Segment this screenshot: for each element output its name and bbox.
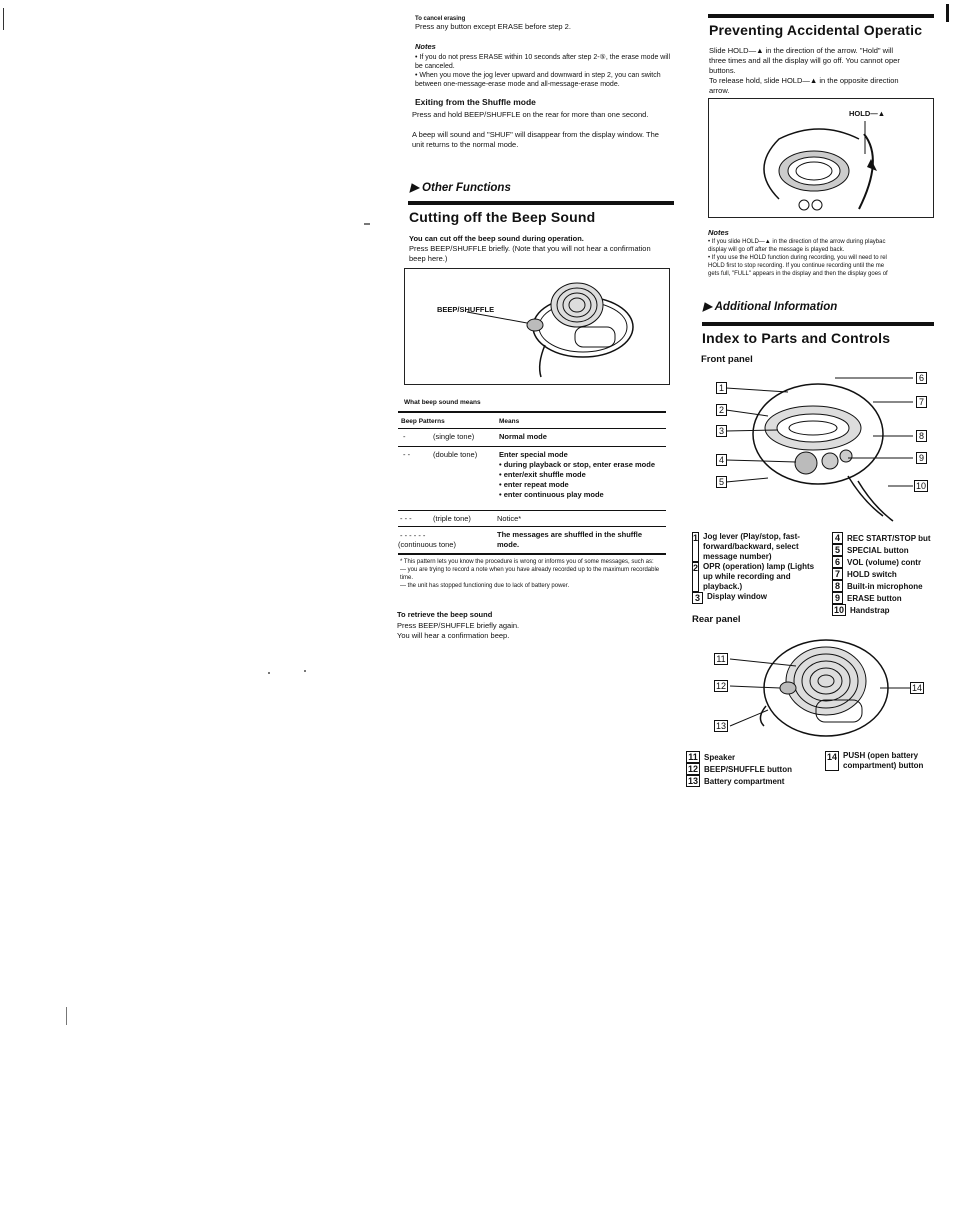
- part-item: 12 BEEP/SHUFFLE button: [687, 764, 792, 774]
- additional-info-heading: ▶ Additional Information: [703, 301, 838, 313]
- front-parts-right: [832, 532, 942, 616]
- note-item: • When you move the jog lever upward and downward in step 2, you can switch between one-message-erase mode and all-message-erase mode.: [415, 72, 661, 88]
- part-item: 3 Display window: [692, 592, 824, 604]
- scan-speck: [304, 670, 306, 672]
- callout-6: 6: [916, 372, 927, 384]
- section-rule: [702, 322, 934, 326]
- note-line: • If you use the HOLD function during recording, you will need to rel: [708, 255, 887, 261]
- callout-12: 12: [715, 681, 726, 691]
- part-item: 10 Handstrap: [833, 605, 890, 615]
- scan-speck: [3, 8, 4, 30]
- front-panel-figure: [708, 366, 934, 526]
- rear-parts-left: [686, 751, 824, 787]
- means-line: • enter repeat mode: [499, 480, 569, 489]
- table-row-desc: (double tone): [433, 450, 478, 459]
- part-item: 14 PUSH (open battery compartment) button: [826, 751, 924, 770]
- prevent-p2: three times and all the display will go off. You cannot oper: [709, 56, 900, 65]
- beep-shuffle-label: BEEP/SHUFFLE: [437, 305, 495, 314]
- scan-speck: [268, 672, 270, 674]
- front-parts-left: [692, 532, 824, 604]
- table-top-rule: [398, 411, 666, 413]
- callout-1: 1: [716, 382, 727, 394]
- footnote: [400, 558, 662, 590]
- beep-p1: You can cut off the beep sound during operation.: [409, 234, 584, 243]
- beep-figure: [404, 268, 670, 385]
- table-row-desc: (continuous tone): [398, 540, 456, 549]
- retrieve-p2: You will hear a confirmation beep.: [397, 631, 510, 640]
- hold-figure: [708, 98, 934, 218]
- note-line: • If you slide HOLD—▲ in the direction of the arrow during playbac: [708, 239, 886, 245]
- table-row-desc: (triple tone): [433, 514, 471, 523]
- means-line: • enter/exit shuffle mode: [499, 470, 586, 479]
- hold-label: HOLD—▲: [849, 109, 886, 118]
- prevent-p1: Slide HOLD—▲ in the direction of the arrow. "Hold" will: [709, 46, 894, 55]
- part-item: 4 REC START/STOP but: [832, 532, 942, 544]
- rear-panel-illustration: [708, 626, 934, 744]
- notes-heading: Notes: [415, 42, 436, 51]
- callout-13: 13: [715, 721, 726, 731]
- prevent-p5: arrow.: [709, 86, 730, 95]
- callout-8: 8: [916, 430, 927, 442]
- partial-heading: To cancel erasing: [415, 16, 466, 22]
- table-row-rule: [398, 526, 666, 527]
- part-item: 1 Jog lever (Play/stop, fast-forward/backward, select message number): [693, 532, 800, 561]
- callout-2: 2: [716, 404, 727, 416]
- index-title: Index to Parts and Controls: [702, 330, 891, 346]
- note-line: HOLD first to stop recording. If you continue recording until the me: [708, 263, 885, 269]
- callout-3: 3: [716, 425, 727, 437]
- table-row-means: [499, 450, 659, 500]
- prevent-title: Preventing Accidental Operatic: [709, 22, 923, 38]
- notes-heading: Notes: [708, 228, 729, 237]
- page-edge-mark: [946, 4, 949, 22]
- table-row-pattern: -: [403, 432, 406, 441]
- table-row-pattern: - - - - - -: [400, 531, 426, 540]
- cancel-erase-text: Press any button except ERASE before step 2.: [415, 22, 571, 31]
- table-row-rule: [398, 510, 666, 511]
- note-item: • If you do not press ERASE within 10 seconds after step 2-⑤, the erase mode will be canceled.: [415, 54, 671, 70]
- prevent-p3: buttons.: [709, 66, 736, 75]
- table-header-rule: [398, 428, 666, 429]
- note-line: gets full, "FULL" appears in the display and then the display goes of: [708, 271, 888, 277]
- section-rule: [708, 14, 934, 18]
- exit-shuffle-heading: Exiting from the Shuffle mode: [415, 97, 536, 107]
- table-header-means: Means: [499, 418, 520, 425]
- table-row-means: Normal mode: [499, 432, 547, 441]
- part-item: 5 SPECIAL button: [832, 544, 942, 556]
- exit-shuffle-p2: A beep will sound and "SHUF" will disappear from the display window. The unit returns to the normal mode.: [412, 130, 659, 149]
- table-title: What beep sound means: [404, 399, 481, 406]
- callout-4: 4: [716, 454, 727, 466]
- notes-list: [415, 53, 673, 89]
- callout-14: 14: [911, 683, 922, 693]
- table-header-patterns: Beep Patterns: [401, 418, 445, 425]
- front-panel-illustration: [708, 366, 934, 526]
- retrieve-p1: Press BEEP/SHUFFLE briefly again.: [397, 621, 520, 630]
- means-line: • during playback or stop, enter erase mode: [499, 460, 656, 469]
- callout-7: 7: [916, 396, 927, 408]
- retrieve-heading: To retrieve the beep sound: [397, 610, 493, 619]
- footnote-line: * This pattern lets you know the procedure is wrong or informs you of some messages, such as:: [400, 559, 654, 565]
- recorder-rear-illustration: [405, 269, 669, 384]
- part-item: 7 HOLD switch: [832, 568, 942, 580]
- part-item: 8 Built-in microphone: [832, 580, 942, 592]
- table-row-pattern: - -: [403, 450, 411, 459]
- callout-9: 9: [916, 452, 927, 464]
- table-row-means: The messages are shuffled in the shuffle mode.: [497, 530, 643, 549]
- beep-p2: Press BEEP/SHUFFLE briefly. (Note that you will not hear a confirmation beep here.): [409, 244, 651, 263]
- hold-notes: [708, 238, 934, 278]
- means-line: Enter special mode: [499, 450, 568, 459]
- means-line: • enter continuous play mode: [499, 490, 604, 499]
- callout-10: 10: [915, 481, 926, 491]
- hold-switch-illustration: [709, 99, 933, 217]
- part-item: 9 ERASE button: [832, 592, 942, 604]
- exit-shuffle-p1: Press and hold BEEP/SHUFFLE on the rear for more than one second.: [412, 110, 649, 119]
- other-functions-heading: ▶ Other Functions: [410, 182, 511, 194]
- table-row-rule: [398, 446, 666, 447]
- callout-5: 5: [716, 476, 727, 488]
- part-item: 11 Speaker: [686, 751, 824, 763]
- table-row-means: Notice*: [497, 514, 522, 523]
- table-row-pattern: - - -: [400, 514, 412, 523]
- front-panel-label: Front panel: [701, 354, 753, 365]
- footnote-line: — the unit has stopped functioning due to lack of battery power.: [400, 583, 570, 589]
- rear-panel-label: Rear panel: [692, 614, 741, 625]
- part-item: 13 Battery compartment: [687, 776, 785, 786]
- footnote-line: — you are trying to record a note when you have already recorded up to the maximum recordable time.: [400, 567, 660, 581]
- part-item: 6 VOL (volume) contr: [832, 556, 942, 568]
- beep-title: Cutting off the Beep Sound: [409, 209, 596, 225]
- table-row-desc: (single tone): [433, 432, 475, 441]
- section-rule: [408, 201, 674, 205]
- callout-11: 11: [714, 653, 728, 665]
- note-line: display will go off after the message is played back.: [708, 247, 845, 253]
- table-bottom-rule: [398, 553, 666, 555]
- scan-speck: [364, 223, 370, 225]
- rear-panel-figure: [708, 626, 934, 744]
- prevent-p4: To release hold, slide HOLD—▲ in the opposite direction: [709, 76, 899, 85]
- rear-parts-right: [825, 751, 943, 771]
- part-item: 2 OPR (operation) lamp (Lights up while recording and playback.): [693, 562, 815, 591]
- scan-speck: [66, 1007, 67, 1025]
